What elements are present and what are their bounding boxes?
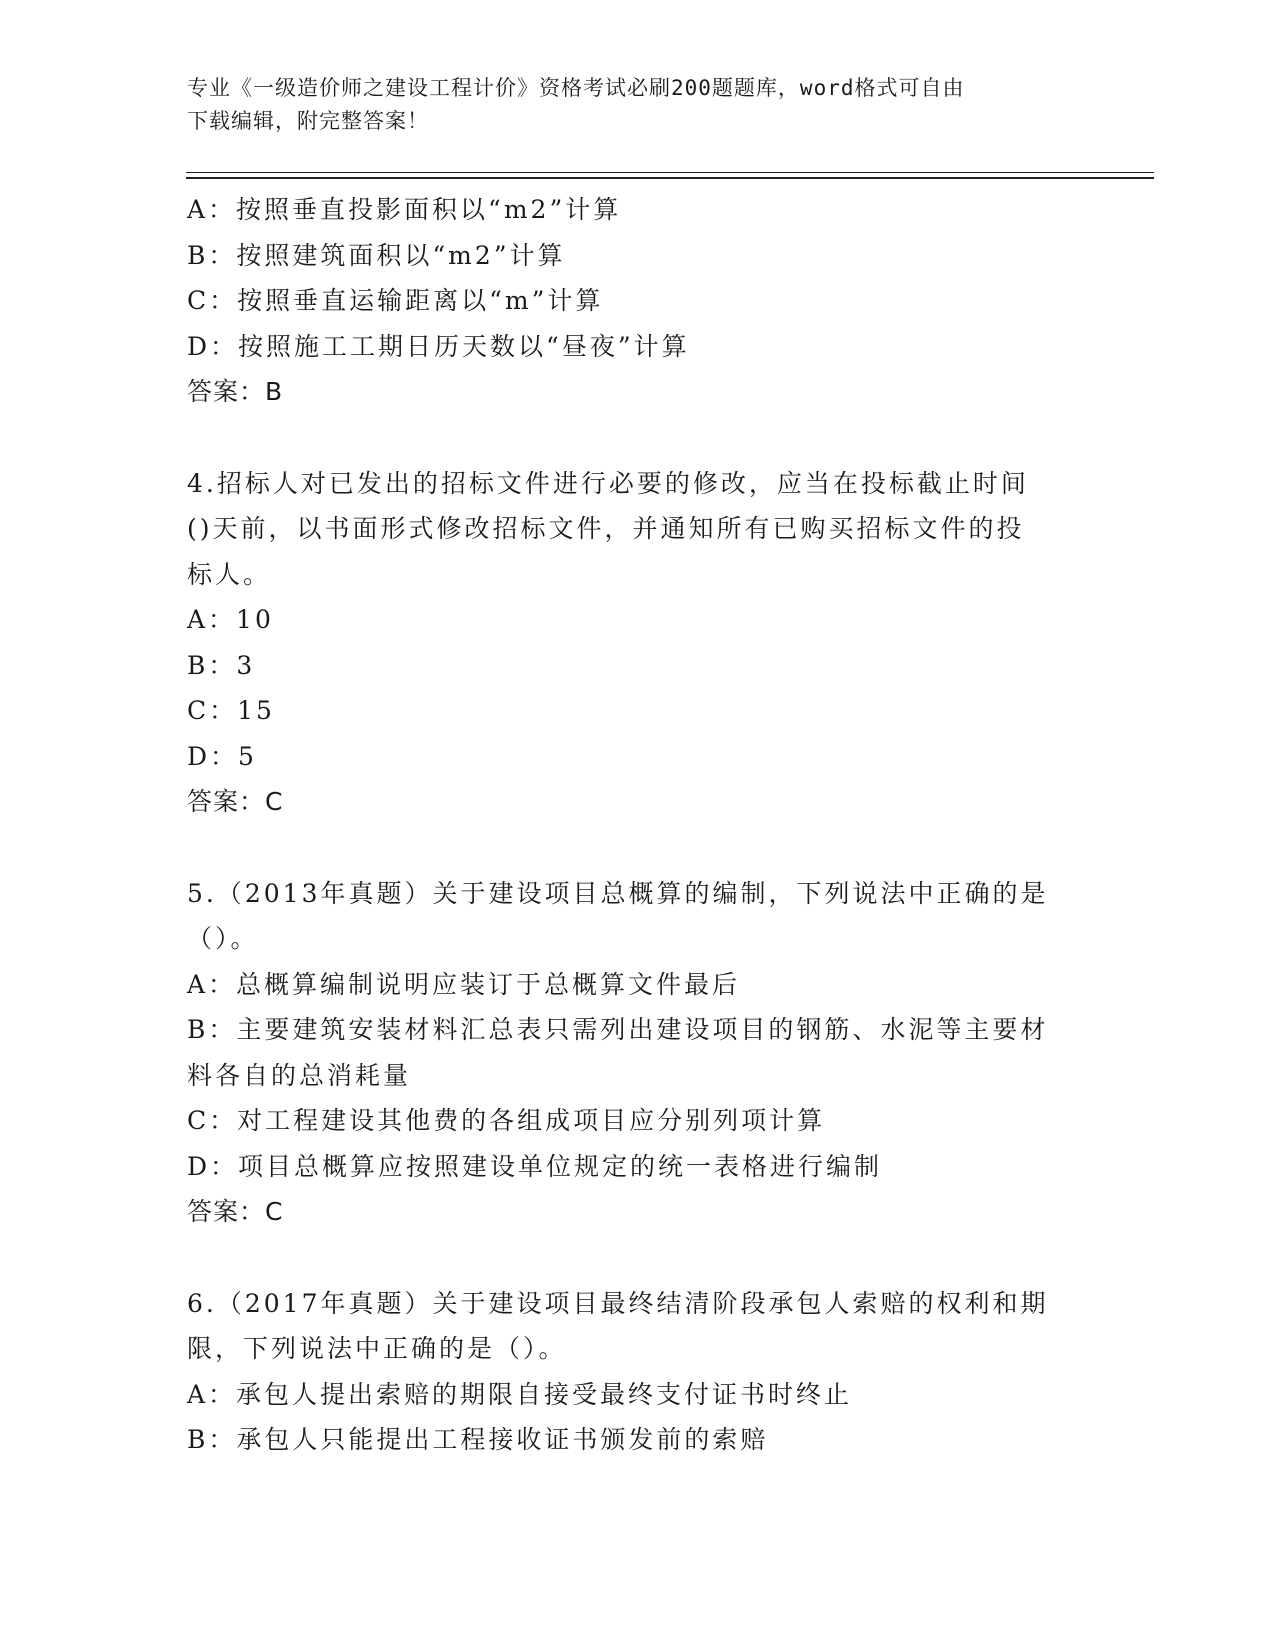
option-b: B：按照建筑面积以“m2”计算 [187,240,566,270]
option-b: B：3 [187,650,256,680]
option-a: A：承包人提出索赔的期限自接受最终支付证书时终止 [187,1379,853,1409]
header-line-2: 下载编辑，附完整答案！ [187,109,429,133]
question-3 [187,187,1087,415]
option-d: D：项目总概算应按照建设单位规定的统一表格进行编制 [187,1151,883,1181]
spacer [187,1235,1087,1281]
question-stem-line: （）。 [187,924,259,953]
option-c: C：15 [187,696,275,725]
answer: 答案：C [187,1197,284,1226]
document-header [187,72,1067,138]
option-a: A：10 [187,605,274,634]
option-a: A：按照垂直投影面积以“m2”计算 [187,195,622,224]
question-stem-line: 限，下列说法中正确的是（）。 [187,1334,567,1363]
answer: 答案：B [187,377,284,406]
option-c: C：按照垂直运输距离以“m”计算 [187,286,604,315]
question-stem-line: 标人。 [187,559,272,589]
question-stem-line: 6.（2017年真题）关于建设项目最终结清阶段承包人索赔的权利和期 [187,1288,1049,1318]
question-stem-line: ()天前，以书面形式修改招标文件，并通知所有已购买招标文件的投 [187,514,1025,543]
option-d: D：按照施工工期日历天数以“昼夜”计算 [187,331,690,361]
question-list [187,187,1087,1463]
question-stem-line: 5.（2013年真题）关于建设项目总概算的编制，下列说法中正确的是 [187,878,1049,908]
spacer [187,415,1087,461]
header-line-1: 专业《一级造价师之建设工程计价》资格考试必刷200题题库，word格式可自由 [187,76,965,100]
option-b: B：承包人只能提出工程接收证书颁发前的索赔 [187,1425,769,1454]
spacer [187,825,1087,871]
answer: 答案：C [187,787,284,816]
question-stem-line: 4.招标人对已发出的招标文件进行必要的修改，应当在投标截止时间 [187,468,1029,498]
question-6 [187,1281,1087,1463]
header-divider-thin [186,172,1154,173]
header-divider-thick [186,177,1154,179]
option-d: D：5 [187,741,257,771]
option-b-continued: 料各自的总消耗量 [187,1060,412,1090]
option-b: B：主要建筑安装材料汇总表只需列出建设项目的钢筋、水泥等主要材 [187,1015,1049,1044]
question-4 [187,461,1087,825]
option-c: C：对工程建设其他费的各组成项目应分别列项计算 [187,1106,826,1135]
option-a: A：总概算编制说明应装订于总概算文件最后 [187,969,741,999]
question-5 [187,871,1087,1235]
